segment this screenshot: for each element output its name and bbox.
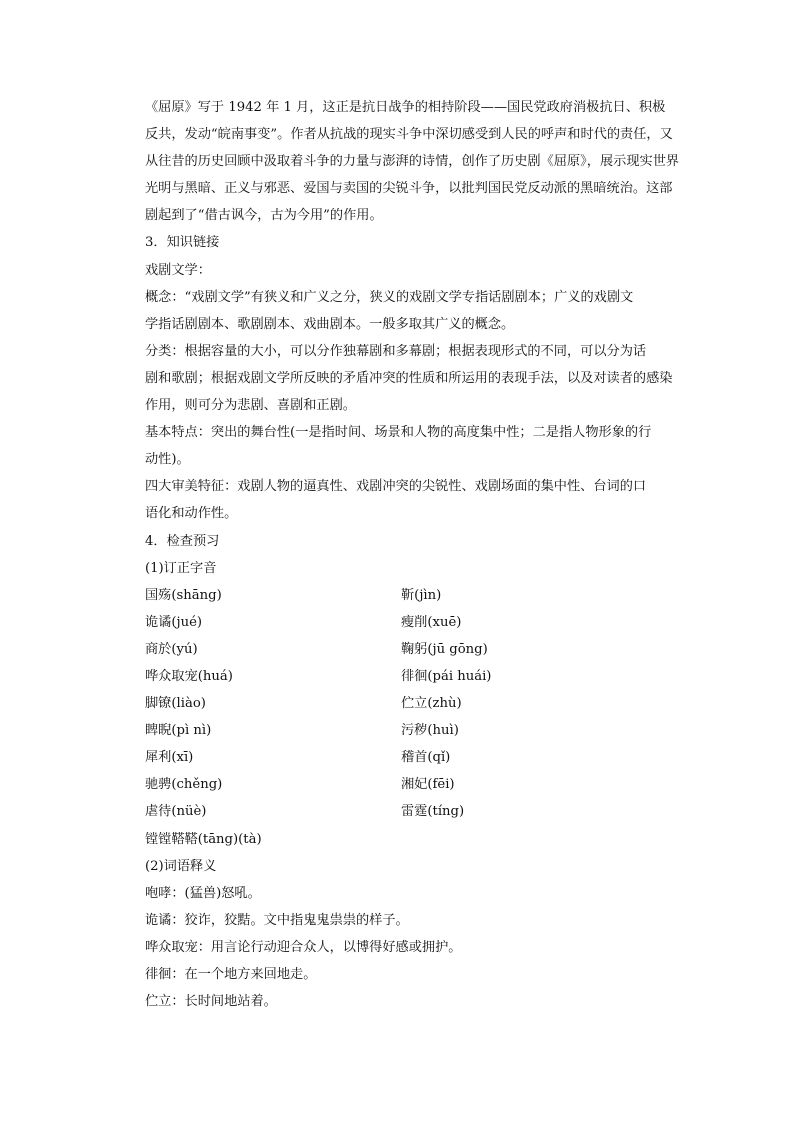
intro-line-5: 剧起到了“借古讽今，古为今用”的作用。: [145, 208, 383, 224]
concept-line-1: 概念：“戏剧文学”有狭义和广义之分，狭义的戏剧文学专指话剧剧本；广义的戏剧文: [145, 289, 634, 305]
concept-paragraph: [145, 284, 663, 338]
definition-item: 咆哮：(猛兽)怒吼。: [145, 885, 261, 901]
pronunciation-item: 稽首(qǐ): [401, 750, 451, 766]
pronunciation-item: 犀利(xī): [145, 750, 194, 766]
pronunciation-item: 虐待(nüè): [145, 804, 207, 820]
pronunciation-item: 国殇(shāng): [145, 587, 222, 603]
pronunciation-item: 瘦削(xuē): [401, 614, 462, 630]
section-4-heading: 4．检查预习: [145, 533, 220, 549]
intro-line-4: 光明与黑暗、正义与邪恶、爱国与卖国的尖锐斗争，以批判国民党反动派的黑暗统治。这部: [145, 181, 673, 197]
aesthetic-features-line-2: 语化和动作性。: [145, 506, 238, 522]
concept-line-2: 学指话剧剧本、歌剧剧本、戏曲剧本。一般多取其广义的概念。: [145, 316, 515, 332]
intro-line-3: 从往昔的历史回顾中汲取着斗争的力量与澎湃的诗情，创作了历史剧《屈原》，展示现实世界: [145, 154, 680, 170]
pronunciation-item: 驰骋(chěng): [145, 777, 223, 793]
drama-literature-subheading: 戏剧文学：: [145, 262, 211, 278]
pronunciation-item: 诡谲(jué): [145, 614, 203, 630]
classification-paragraph: [145, 338, 673, 419]
pronunciation-item: 伫立(zhù): [401, 696, 462, 712]
definition-item: 伫立：长时间地站着。: [145, 994, 277, 1010]
aesthetic-features-paragraph: [145, 473, 663, 527]
pronunciation-item: 污秽(huì): [401, 723, 459, 739]
pronunciation-item: 雷霆(tíng): [401, 804, 465, 820]
pronunciation-item: 睥睨(pì nì): [145, 723, 212, 739]
basic-features-paragraph: [145, 419, 663, 473]
definition-item: 徘徊：在一个地方来回地走。: [145, 967, 317, 982]
pronunciation-item: 商於(yú): [145, 641, 198, 657]
pronunciation-subheading: (1)订正字音: [145, 560, 217, 576]
classification-line-3: 作用，则可分为悲剧、喜剧和正剧。: [145, 398, 356, 414]
pronunciation-grid: [145, 582, 663, 826]
intro-paragraph: [145, 94, 680, 229]
definition-item: 诡谲：狡诈，狡黠。文中指鬼鬼祟祟的样子。: [145, 912, 409, 928]
pronunciation-item: 靳(jìn): [401, 587, 442, 603]
classification-line-1: 分类：根据容量的大小，可以分作独幕剧和多幕剧；根据表现形式的不同，可以分为话: [145, 343, 647, 359]
intro-line-1: 《屈原》写于 1942 年 1 月，这正是抗日战争的相持阶段——国民党政府消极抗日、积极: [145, 100, 666, 115]
definitions-subheading: (2)词语释义: [145, 858, 217, 874]
pronunciation-item: 哗众取宠(huá): [145, 668, 233, 684]
pronunciation-item: 湘妃(fēi): [401, 777, 455, 793]
intro-line-2: 反共，发动“皖南事变”。作者从抗战的现实斗争中深切感受到人民的呼声和时代的责任，又: [145, 127, 673, 143]
pronunciation-item: 脚镣(liào): [145, 696, 206, 712]
definition-item: 哗众取宠：用言论行动迎合众人，以博得好感或拥护。: [145, 939, 462, 955]
pronunciation-item: 鞠躬(jū gōng): [401, 641, 488, 657]
pronunciation-item-last: 镗镗鞳鞳(tāng)(tà): [145, 831, 262, 847]
section-3-heading: 3．知识链接: [145, 235, 220, 251]
classification-line-2: 剧和歌剧；根据戏剧文学所反映的矛盾冲突的性质和所运用的表现手法，以及对读者的感染: [145, 370, 673, 386]
basic-features-line-2: 动性)。: [145, 452, 190, 468]
document-body: [145, 94, 680, 1015]
aesthetic-features-line-1: 四大审美特征：戏剧人物的逼真性、戏剧冲突的尖锐性、戏剧场面的集中性、台词的口: [145, 479, 647, 495]
basic-features-line-1: 基本特点：突出的舞台性(一是指时间、场景和人物的高度集中性；二是指人物形象的行: [145, 425, 652, 441]
pronunciation-item: 徘徊(pái huái): [401, 668, 492, 684]
